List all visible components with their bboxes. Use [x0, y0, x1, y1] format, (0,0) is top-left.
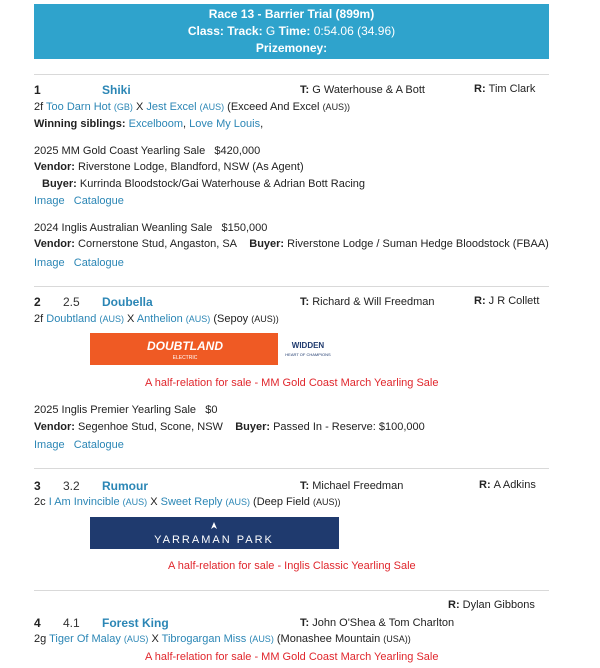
rider — [448, 599, 535, 611]
class-track-label: Class: Track: — [187, 24, 266, 38]
sire-country: (GB) — [113, 102, 133, 112]
rider-name: A Adkins — [493, 479, 536, 491]
damsire: (Monashee Mountain — [276, 633, 381, 645]
dam-link[interactable]: Jest Excel — [146, 101, 197, 113]
trainer — [300, 617, 454, 629]
divider — [34, 286, 549, 287]
rider-prefix: R: — [448, 599, 463, 611]
dam-country: (AUS) — [199, 102, 225, 112]
rider-name: J R Collett — [488, 295, 540, 307]
yarraman-banner-graphic — [90, 517, 339, 549]
dam-country: (AUS) — [225, 497, 250, 507]
dam-country: (AUS) — [185, 314, 211, 324]
buyer-value: Kurrinda Bloodstock/Gai Waterhouse & Adrian Bott Racing — [79, 178, 366, 190]
dam-link[interactable]: Tibrogargan Miss — [161, 633, 247, 645]
banner-side-subtext: HEART OF CHAMPIONS — [285, 352, 331, 357]
sire-link[interactable]: Tiger Of Malay — [49, 633, 121, 645]
half-relation-notice[interactable]: A half-relation for sale - MM Gold Coast March Yearling Sale — [145, 377, 439, 389]
banner-brand-sub: ELECTRIC — [172, 355, 198, 361]
trainer-name: Richard & Will Freedman — [312, 296, 435, 308]
sale-name: 2025 MM Gold Coast Yearling Sale — [34, 145, 206, 157]
winning-siblings: Winning siblings: Excelboom, Love My Louis, — [34, 118, 264, 130]
divider — [34, 468, 549, 469]
sale-links — [34, 195, 124, 207]
damsire: (Exceed And Excel — [227, 101, 320, 113]
sale-price: $0 — [205, 404, 218, 416]
half-relation-notice[interactable]: A half-relation for sale - Inglis Classic Yearling Sale — [168, 560, 416, 572]
sibling-link[interactable]: Excelboom — [128, 118, 184, 130]
trainer-name: G Waterhouse & A Bott — [312, 84, 425, 96]
rider-prefix: R: — [479, 479, 494, 491]
vendor-buyer-line — [34, 421, 425, 433]
rider-name: Dylan Gibbons — [462, 599, 535, 611]
dam-link[interactable]: Sweet Reply — [160, 496, 223, 508]
damsire: (Deep Field — [253, 496, 310, 508]
divider — [34, 590, 549, 591]
sale-line — [34, 222, 267, 234]
rider-prefix: R: — [474, 295, 489, 307]
half-relation-notice[interactable]: A half-relation for sale - MM Gold Coast March Yearling Sale — [145, 651, 439, 663]
sex-age: 2f — [34, 101, 44, 113]
damsire-country: (AUS)) — [322, 102, 351, 112]
trainer-name: Michael Freedman — [312, 480, 404, 492]
sire-link[interactable]: Doubtland — [46, 313, 97, 325]
banner-side-text: WIDDEN — [291, 341, 325, 350]
sale-name: 2025 Inglis Premier Yearling Sale — [34, 404, 197, 416]
runner-odds: 4.1 — [63, 616, 80, 630]
catalogue-link[interactable]: Catalogue — [73, 195, 124, 207]
race-title: Race 13 - Barrier Trial (899m) — [208, 7, 375, 21]
horse-name-link[interactable]: Doubella — [102, 295, 153, 309]
sex-age: 2c — [34, 496, 46, 508]
x-separator: X — [151, 633, 159, 645]
pedigree-line — [34, 633, 411, 645]
sale-price: $150,000 — [221, 222, 268, 234]
sire-country: (AUS) — [123, 634, 149, 644]
sale-name: 2024 Inglis Australian Weanling Sale — [34, 222, 213, 234]
image-link[interactable]: Image — [34, 439, 65, 451]
pedigree-line — [34, 101, 350, 113]
pedigree-line — [34, 496, 340, 508]
vendor-label: Vendor: — [34, 161, 79, 173]
sire-country: (AUS) — [99, 314, 124, 324]
trainer-prefix: T: — [300, 617, 313, 629]
runner-number: 1 — [34, 83, 41, 97]
damsire-country: (AUS)) — [251, 314, 279, 324]
sale-line — [34, 404, 217, 416]
x-separator: X — [127, 313, 135, 325]
buyer-label: Buyer: — [235, 421, 274, 433]
stud-banner-doubtland[interactable] — [90, 333, 339, 365]
catalogue-link[interactable]: Catalogue — [73, 439, 124, 451]
banner-brand: YARRAMAN PARK — [154, 534, 274, 546]
trainer-prefix: T: — [300, 296, 313, 308]
damsire-country: (USA)) — [383, 634, 411, 644]
buyer-label: Buyer: — [249, 238, 288, 250]
runner-odds: 2.5 — [63, 295, 80, 309]
rider-name: Tim Clark — [488, 83, 536, 95]
horse-name-link[interactable]: Rumour — [102, 479, 148, 493]
time-value: 0:54.06 (34.96) — [313, 24, 396, 38]
time-label: Time: — [275, 24, 314, 38]
damsire: (Sepoy — [213, 313, 249, 325]
vendor-buyer-line — [34, 238, 549, 250]
vendor-value: Cornerstone Stud, Angaston, SA — [78, 238, 238, 250]
trainer-prefix: T: — [300, 84, 313, 96]
trainer-name: John O'Shea & Tom Charlton — [312, 617, 455, 629]
sire-country: (AUS) — [122, 497, 148, 507]
vendor-label: Vendor: — [34, 421, 79, 433]
sale-links — [34, 257, 124, 269]
vendor-value: Segenhoe Stud, Scone, NSW — [78, 421, 223, 433]
stud-banner-yarraman[interactable] — [90, 517, 339, 549]
rider — [479, 479, 536, 491]
runner-number: 3 — [34, 479, 41, 493]
sale-price: $420,000 — [214, 145, 261, 157]
banner-brand: DOUBTLAND — [147, 339, 223, 353]
dam-country: (AUS) — [249, 634, 274, 644]
vendor-label: Vendor: — [34, 238, 79, 250]
rider — [474, 83, 535, 95]
race-class-line — [34, 23, 549, 40]
track-value: G — [265, 24, 276, 38]
image-link[interactable]: Image — [34, 195, 65, 207]
runner-number: 2 — [34, 295, 41, 309]
buyer-value: Riverstone Lodge / Suman Hedge Bloodstock (FBAA) — [287, 238, 549, 250]
sale-links — [34, 439, 124, 451]
vendor-line — [34, 161, 304, 173]
trainer — [300, 84, 425, 96]
sex-age: 2g — [34, 633, 47, 645]
rider — [474, 295, 539, 307]
sibling-link[interactable]: Love My Louis — [189, 118, 261, 130]
image-link[interactable]: Image — [34, 257, 65, 269]
buyer-label: Buyer: — [42, 178, 80, 190]
divider — [34, 74, 549, 75]
prizemoney-label: Prizemoney: — [255, 41, 328, 55]
sire-link[interactable]: I Am Invincible — [48, 496, 120, 508]
sale-line — [34, 145, 260, 157]
buyer-value: Passed In - Reserve: $100,000 — [273, 421, 425, 433]
race-header — [34, 4, 549, 59]
buyer-line — [42, 178, 365, 190]
sex-age: 2f — [34, 313, 44, 325]
trainer — [300, 480, 403, 492]
dam-link[interactable]: Anthelion — [136, 313, 183, 325]
trainer — [300, 296, 435, 308]
trainer-prefix: T: — [300, 480, 313, 492]
runner-odds: 3.2 — [63, 479, 80, 493]
vendor-value: Riverstone Lodge, Blandford, NSW (As Agent) — [78, 161, 304, 173]
horse-name-link[interactable]: Shiki — [102, 83, 131, 97]
doubtland-banner-graphic — [90, 333, 339, 365]
horse-name-link[interactable]: Forest King — [102, 616, 169, 630]
catalogue-link[interactable]: Catalogue — [73, 257, 124, 269]
x-separator: X — [150, 496, 158, 508]
damsire-country: (AUS)) — [312, 497, 341, 507]
rider-prefix: R: — [474, 83, 489, 95]
x-separator: X — [135, 101, 144, 113]
pedigree-line — [34, 313, 279, 325]
runner-number: 4 — [34, 616, 41, 630]
winning-siblings-label: Winning siblings: — [34, 118, 129, 130]
sire-link[interactable]: Too Darn Hot — [46, 101, 111, 113]
